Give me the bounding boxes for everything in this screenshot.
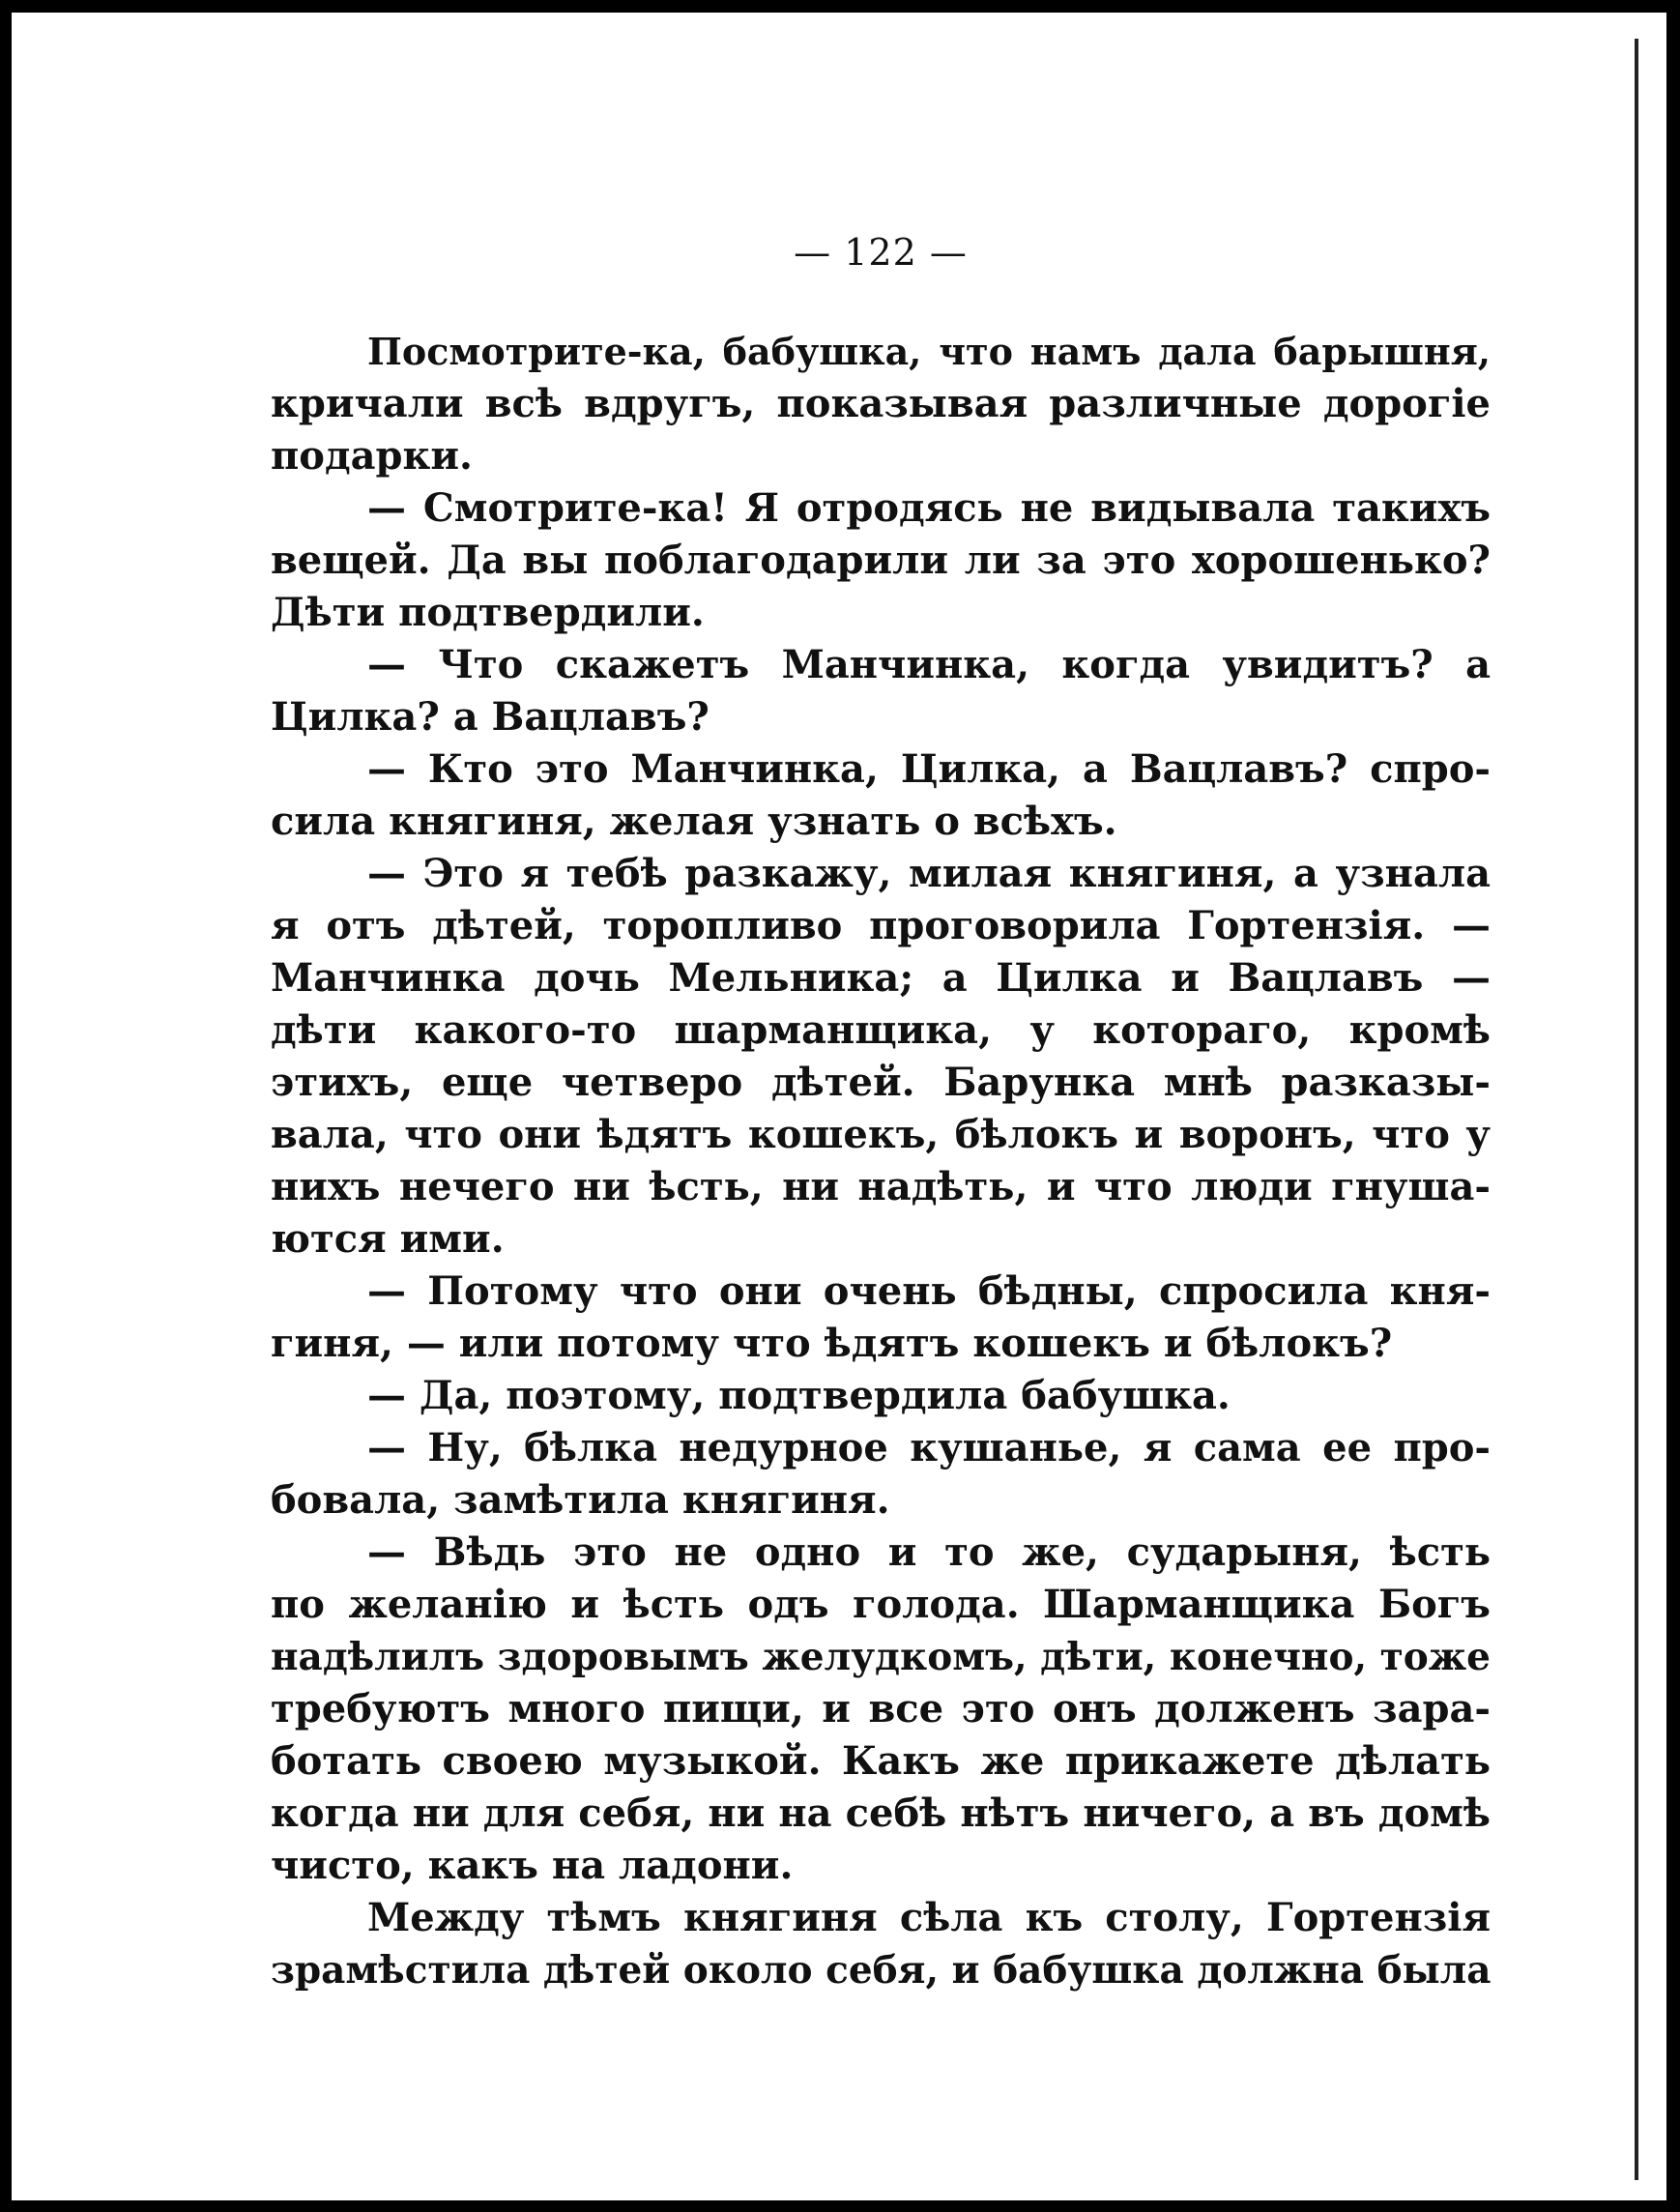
text-line: — Да, поэтому, подтвердила бабушка. <box>367 1373 1231 1418</box>
text-line: гиня, — или потому что ѣдятъ кошекъ и бѣлокъ? <box>271 1321 1393 1366</box>
text-line: вещей. Да вы поблагодарили ли за это хорошенько? <box>271 538 1491 583</box>
text-line: кричали всѣ вдругъ, показывая различные дорогіе <box>271 381 1491 426</box>
text-line: Манчинка дочь Мельника; а Цилка и Вацлавъ — <box>271 955 1491 1001</box>
text-line: я отъ дѣтей, торопливо проговорила Гортензія. — <box>271 903 1491 948</box>
text-line: Между тѣмъ княгиня сѣла къ столу, Гортензія <box>367 1895 1491 1940</box>
text-line: чисто, какъ на ладони. <box>271 1843 794 1888</box>
text-line: дѣти какого-то шарманщика, у котораго, кромѣ <box>271 1007 1491 1053</box>
text-line: сила княгиня, желая узнать о всѣхъ. <box>271 799 1117 844</box>
text-line: Посмотрите-ка, бабушка, что намъ дала барышня, <box>367 330 1491 373</box>
page-edge-rule <box>1635 39 1638 2180</box>
text-line: этихъ, еще четверо дѣтей. Барунка мнѣ разказы- <box>271 1060 1491 1105</box>
book-page <box>271 218 1491 1996</box>
text-line: надѣлилъ здоровымъ желудкомъ, дѣти, конечно, тоже <box>271 1635 1491 1679</box>
text-line: зрамѣстила дѣтей около себя, и бабушка должна была <box>271 1948 1491 1993</box>
text-line: Цилка? а Вацлавъ? <box>271 694 710 740</box>
text-line: — Кто это Манчинка, Цилка, а Вацлавъ? спро- <box>367 746 1491 792</box>
text-line: — Ну, бѣлка недурное кушанье, я сама ее про- <box>367 1425 1491 1470</box>
text-line: подарки. <box>271 433 473 479</box>
text-line: по желанію и ѣсть одъ голода. Шарманщика Богъ <box>271 1582 1491 1627</box>
text-line: когда ни для себя, ни на себѣ нѣтъ ничего, а въ домѣ <box>271 1790 1491 1836</box>
text-line: — Смотрите-ка! Я отродясь не видывала такихъ <box>367 485 1491 531</box>
text-line: — Что скажетъ Манчинка, когда увидитъ? а <box>367 642 1491 687</box>
text-line: бовала, замѣтила княгиня. <box>271 1477 890 1523</box>
text-line: требуютъ много пищи, и все это онъ долженъ зара- <box>271 1686 1491 1732</box>
text-line: Дѣти подтвердили. <box>271 590 705 635</box>
page-number: — 122 — <box>794 231 968 274</box>
text-line: — Потому что они очень бѣдны, спросила кня- <box>367 1268 1491 1314</box>
text-line: нихъ нечего ни ѣсть, ни надѣть, и что люди гнуша- <box>271 1164 1491 1209</box>
page-text-body <box>271 326 1491 1996</box>
text-line: ются ими. <box>271 1216 505 1262</box>
text-line: — Это я тебѣ разкажу, милая княгиня, а узнала <box>367 851 1491 896</box>
text-line: — Вѣдь это не одно и то же, сударыня, ѣсть <box>367 1529 1491 1575</box>
text-line: вала, что они ѣдятъ кошекъ, бѣлокъ и воронъ, что у <box>271 1112 1491 1157</box>
text-line: ботать своею музыкой. Какъ же прикажете дѣлать <box>271 1738 1491 1784</box>
